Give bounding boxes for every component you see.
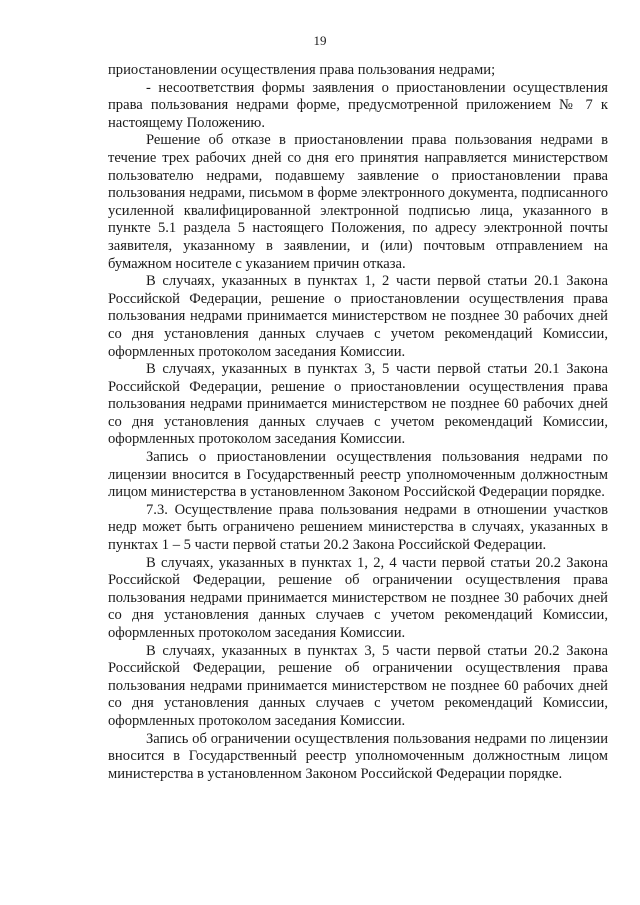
paragraph: В случаях, указанных в пунктах 1, 2, 4 части первой статьи 20.2 Закона Российской Федерации, решение об ограничении осуществления права пользования недрами принимается министерством не позднее 30 рабочих дней со дня установления данных случаев с учетом рекомендаций Комиссии, оформленных протоколом заседания Комиссии. [108, 554, 608, 641]
paragraph-list-item: - несоответствия формы заявления о приостановлении осуществления права пользования недрами форме, предусмотренной приложением № 7 к настоящему Положению. [108, 79, 608, 131]
paragraph: В случаях, указанных в пунктах 1, 2 части первой статьи 20.1 Закона Российской Федерации, решение о приостановлении осуществления права пользования недрами принимается министерством не позднее 30 рабочих дней со дня установления данных случаев с учетом рекомендаций Комиссии, оформленных протоколом заседания Комиссии. [108, 273, 608, 360]
paragraph: Запись об ограничении осуществления пользования недрами по лицензии вносится в Государственный реестр уполномоченным должностным лицом министерства в установленном Законом Российской Федерации порядке. [108, 730, 608, 782]
paragraph: Решение об отказе в приостановлении права пользования недрами в течение трех рабочих дней со дня его принятия направляется министерством пользователю недрами, подавшему заявление о приостановлении права пользования недрами, письмом в форме электронного документа, подписанного усиленной квалифицированной электронной подписью лица, указанного в пункте 5.1 раздела 5 настоящего Положения, по адресу электронной почты заявителя, указанному в заявлении, и (или) почтовым отправлением на бумажном носителе с указанием причин отказа. [108, 132, 608, 272]
paragraph: В случаях, указанных в пунктах 3, 5 части первой статьи 20.2 Закона Российской Федерации, решение об ограничении осуществления права пользования недрами принимается министерством не позднее 60 рабочих дней со дня установления данных случаев с учетом рекомендаций Комиссии, оформленных протоколом заседания Комиссии. [108, 642, 608, 729]
document-body [108, 62, 608, 783]
page-number: 19 [313, 33, 327, 48]
paragraph-continuation: приостановлении осуществления права пользования недрами; [108, 62, 496, 78]
paragraph: Запись о приостановлении осуществления пользования недрами по лицензии вносится в Государственный реестр уполномоченным должностным лицом министерства в установленном Законом Российской Федерации порядке. [108, 449, 608, 501]
paragraph: В случаях, указанных в пунктах 3, 5 части первой статьи 20.1 Закона Российской Федерации, решение о приостановлении осуществления права пользования недрами принимается министерством не позднее 60 рабочих дней со дня установления данных случаев с учетом рекомендаций Комиссии, оформленных протоколом заседания Комиссии. [108, 361, 608, 448]
paragraph-section-7-3: 7.3. Осуществление права пользования недрами в отношении участков недр может быть ограничено решением министерства в случаях, указанных в пунктах 1 – 5 части первой статьи 20.2 Закона Российской Федерации. [108, 501, 608, 554]
